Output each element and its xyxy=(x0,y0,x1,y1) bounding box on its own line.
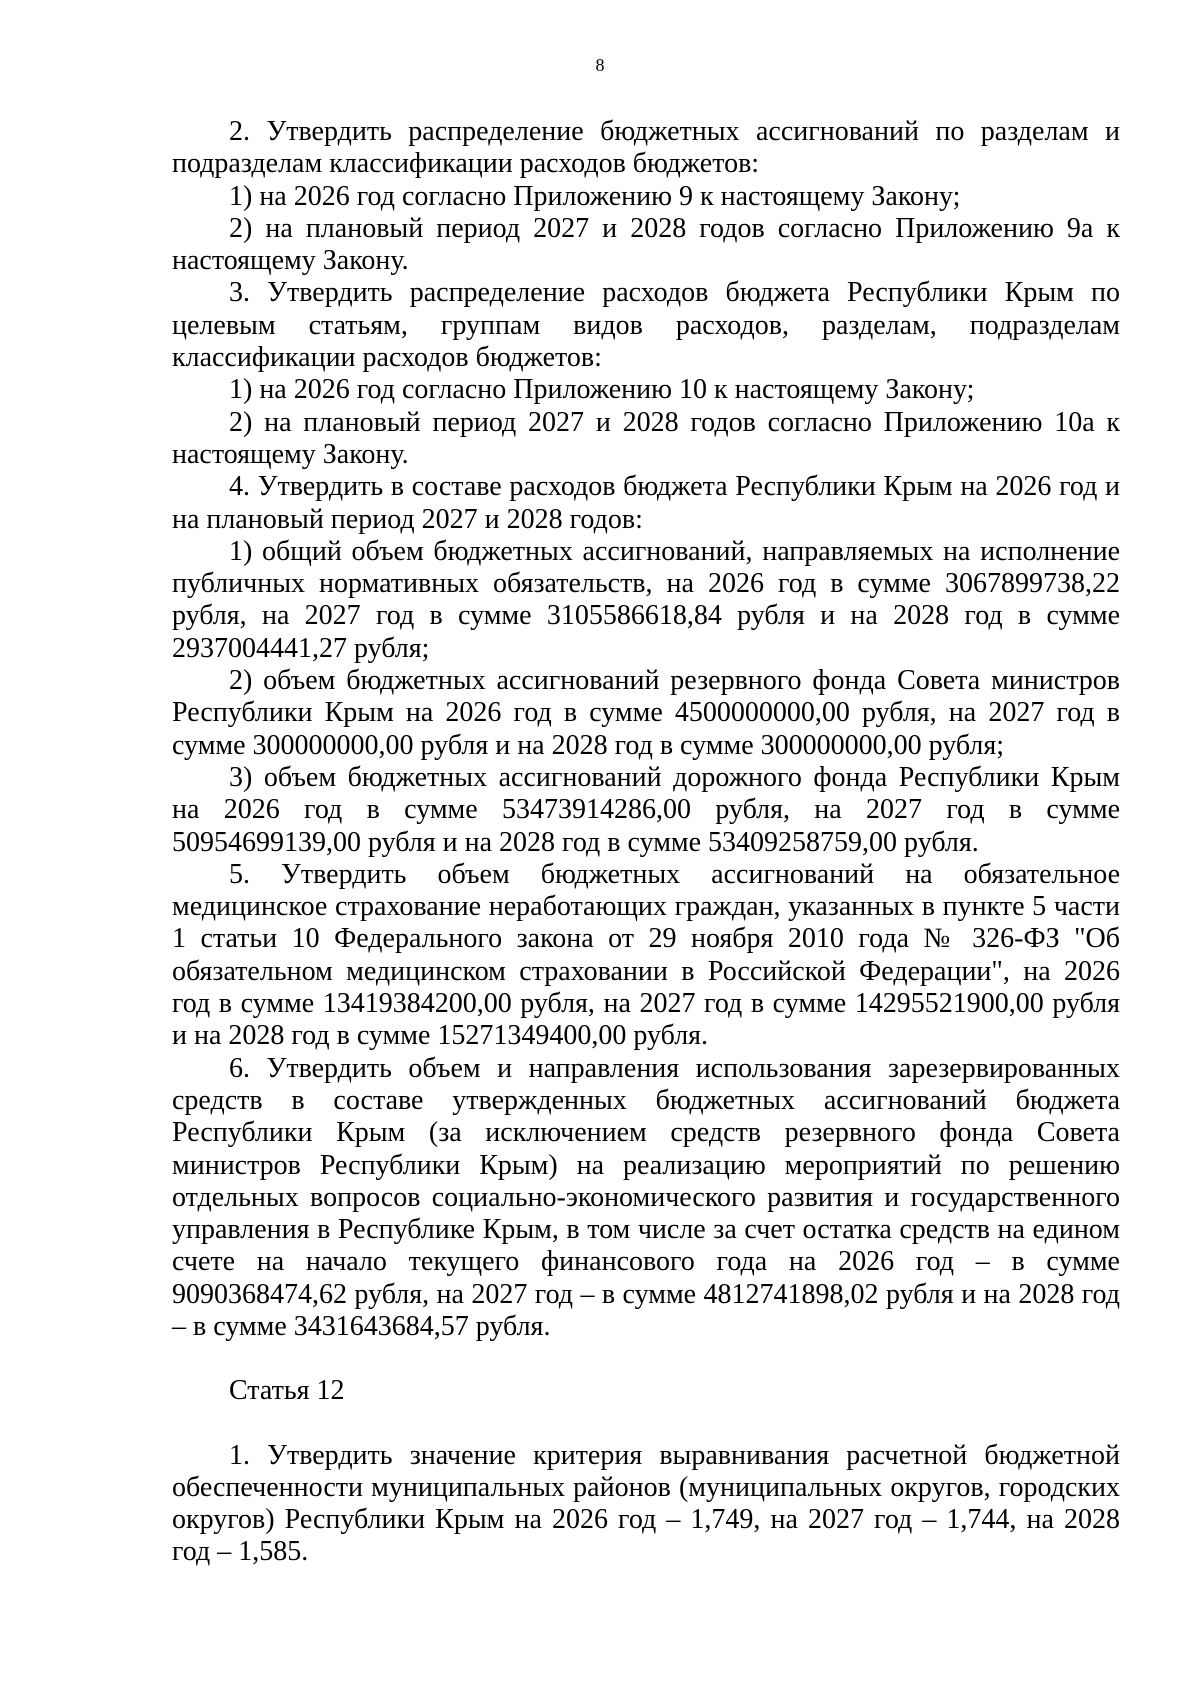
paragraph-4-2: 2) объем бюджетных ассигнований резервного фонда Совета министров Республики Крым на 2026 год в сумме 4500000000,00 рубля, на 2027 год в сумме 300000000,00 рубля и на 2028 год в сумме 300000000,00 рубля; xyxy=(172,665,1120,761)
paragraph-3-1: 1) на 2026 год согласно Приложению 10 к настоящему Закону; xyxy=(229,374,975,406)
page-number: 8 xyxy=(595,55,605,75)
paragraph-4: 4. Утвердить в составе расходов бюджета Республики Крым на 2026 год и на плановый период 2027 и 2028 годов: xyxy=(172,471,1120,535)
paragraph-2: 2. Утвердить распределение бюджетных ассигнований по разделам и подразделам классификации расходов бюджетов: xyxy=(172,116,1120,180)
paragraph-4-1: 1) общий объем бюджетных ассигнований, направляемых на исполнение публичных нормативных обязательств, на 2026 год в сумме 3067899738,22 рубля, на 2027 год в сумме 3105586618,84 рубля и на 2028 год в сумме 2937004441,27 рубля; xyxy=(172,535,1120,664)
document-body xyxy=(172,116,1120,1569)
paragraph-4-3: 3) объем бюджетных ассигнований дорожного фонда Республики Крым на 2026 год в сумме 53473914286,00 рубля, на 2027 год в сумме 50954699139,00 рубля и на 2028 год в сумме 53409258759,00 рубля. xyxy=(172,761,1120,858)
paragraph-6: 6. Утвердить объем и направления использования зарезервированных средств в составе утвержденных бюджетных ассигнований бюджета Республики Крым (за исключением средств резервного фонда Совета министров Республики Крым) на реализацию мероприятий по решению отдельных вопросов социально-экономического развития и государственного управления в Республике Крым, в том числе за счет остатка средств на едином счете на начало текущего финансового года на 2026 год – в сумме 9090368474,62 рубля, на 2027 год – в сумме 4812741898,02 рубля и на 2028 год – в сумме 3431643684,57 рубля. xyxy=(172,1052,1120,1342)
paragraph-5: 5. Утвердить объем бюджетных ассигнований на обязательное медицинское страхование неработающих граждан, указанных в пункте 5 части 1 статьи 10 Федерального закона от 29 ноября 2010 года № 326-ФЗ "Об обязательном медицинском страховании в Российской Федерации", на 2026 год в сумме 13419384200,00 рубля, на 2027 год в сумме 14295521900,00 рубля и на 2028 год в сумме 15271349400,00 рубля. xyxy=(172,858,1120,1052)
paragraph-2-2: 2) на плановый период 2027 и 2028 годов согласно Приложению 9а к настоящему Закону. xyxy=(172,212,1120,277)
paragraph-3: 3. Утвердить распределение расходов бюджета Республики Крым по целевым статьям, группам видов расходов, разделам, подразделам классификации расходов бюджетов: xyxy=(172,277,1120,374)
article-12-paragraph-1: 1. Утвердить значение критерия выравнивания расчетной бюджетной обеспеченности муниципальных районов (муниципальных округов, городских округов) Республики Крым на 2026 год – 1,749, на 2027 год – 1,744, на 2028 год – 1,585. xyxy=(172,1439,1120,1568)
article-heading: Статья 12 xyxy=(229,1375,345,1407)
paragraph-2-1: 1) на 2026 год согласно Приложению 9 к настоящему Закону; xyxy=(229,180,961,212)
paragraph-3-2: 2) на плановый период 2027 и 2028 годов согласно Приложению 10а к настоящему Закону. xyxy=(172,406,1120,470)
